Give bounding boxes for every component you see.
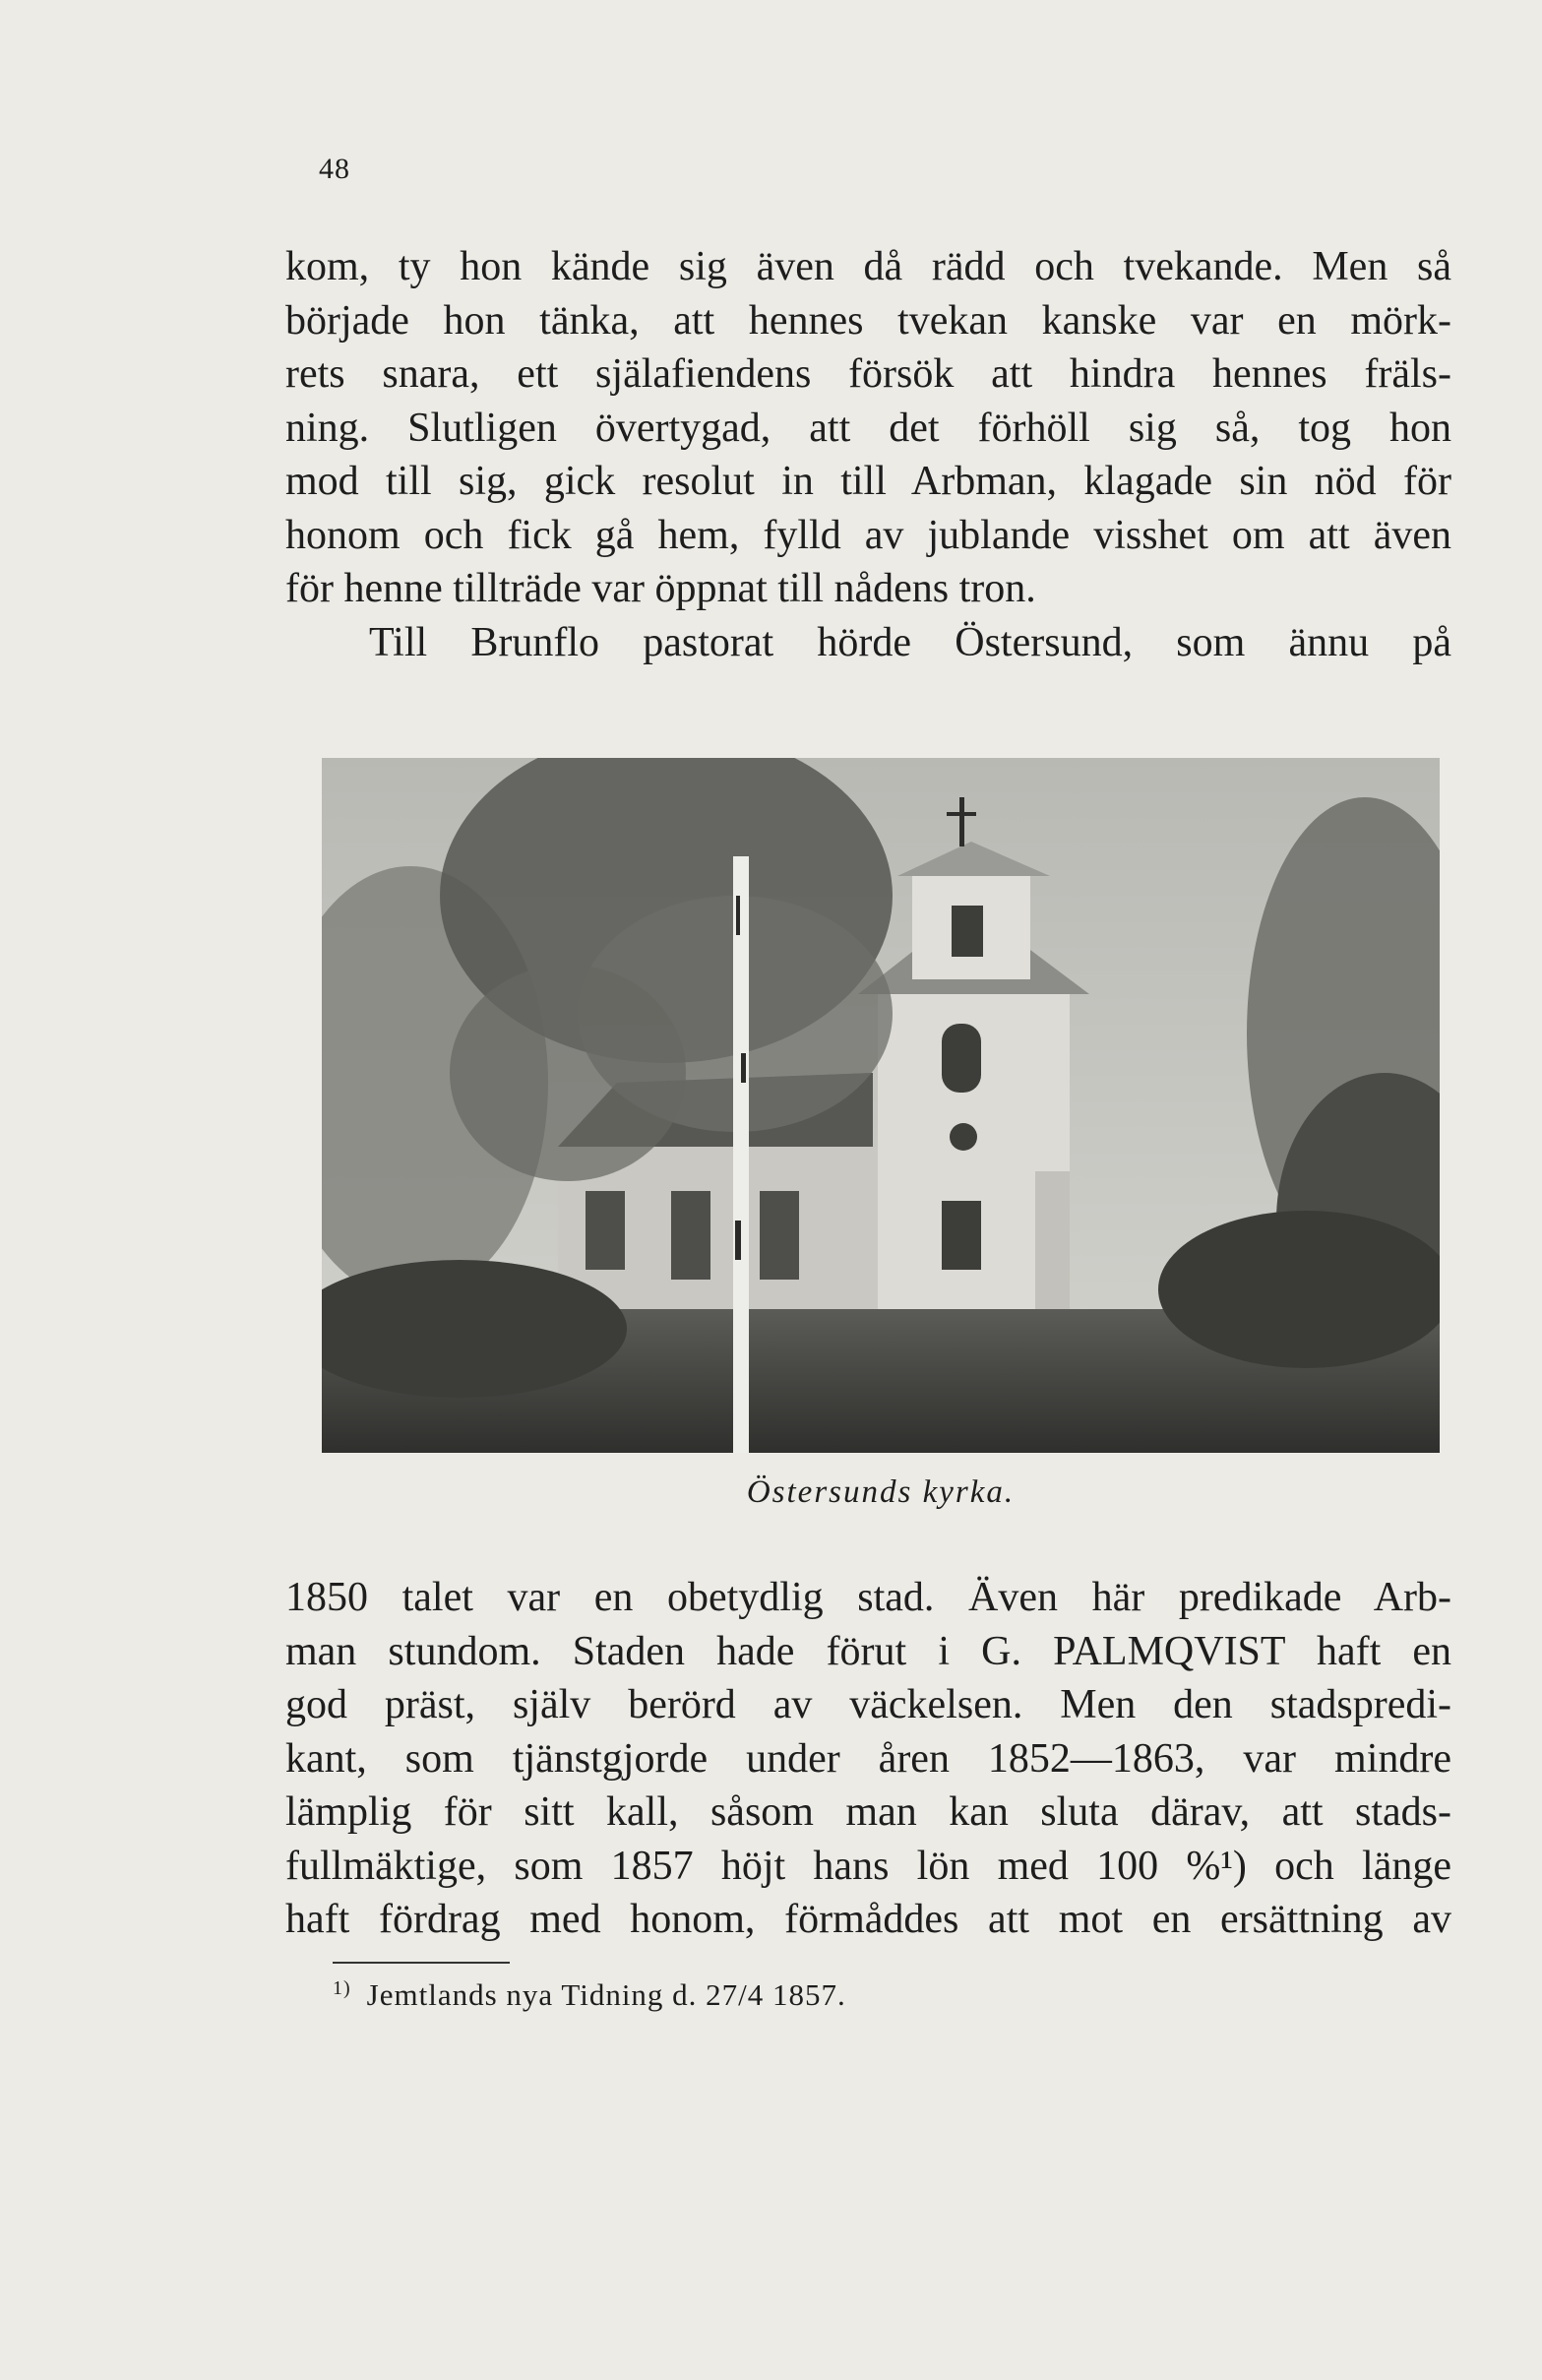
paragraph-top <box>285 240 1451 669</box>
text-line: honom och fick gå hem, fylld av jublande visshet om att även <box>285 512 1451 558</box>
footnote <box>333 1969 846 2015</box>
footnote-marker: 1) <box>333 1977 351 1999</box>
text-line: började hon tänka, att hennes tvekan kanske var en mörk- <box>285 297 1451 344</box>
page-number: 48 <box>319 153 350 185</box>
text-line: lämplig för sitt kall, såsom man kan sluta därav, att stads- <box>285 1789 1451 1835</box>
paragraph-two-start: Till Brunflo pastorat hörde Östersund, som ännu på <box>369 619 1451 665</box>
paragraph-continued <box>285 1571 1451 1947</box>
text-line: 1850 talet var en obetydlig stad. Även här predikade Arb- <box>285 1575 1451 1620</box>
text-line: man stundom. Staden hade förut i G. PALMQVIST haft en <box>285 1628 1451 1674</box>
photo-caption: Östersunds kyrka. <box>746 1474 1016 1510</box>
text-line: rets snara, ett själafiendens försök att hindra hennes fräls- <box>285 351 1451 397</box>
text-line: kant, som tjänstgjorde under åren 1852—1863, var mindre <box>285 1735 1451 1782</box>
text-line: för henne tillträde var öppnat till nådens tron. <box>285 566 1036 611</box>
church-photo <box>322 758 1440 1453</box>
text-line: haft fördrag med honom, förmåddes att mot en ersättning av <box>285 1897 1451 1942</box>
footnote-text: Jemtlands nya Tidning d. 27/4 1857. <box>366 1977 846 2013</box>
footnote-divider <box>333 1962 510 1964</box>
text-line: ning. Slutligen övertygad, att det förhöll sig så, tog hon <box>285 405 1451 451</box>
text-line: kom, ty hon kände sig även då rädd och tvekande. Men så <box>285 244 1451 289</box>
text-line: god präst, själv berörd av väckelsen. Men den stadspredi- <box>285 1682 1451 1727</box>
text-line: fullmäktige, som 1857 höjt hans lön med 100 %¹) och länge <box>285 1843 1451 1889</box>
text-line: mod till sig, gick resolut in till Arbman, klagade sin nöd för <box>285 459 1451 504</box>
